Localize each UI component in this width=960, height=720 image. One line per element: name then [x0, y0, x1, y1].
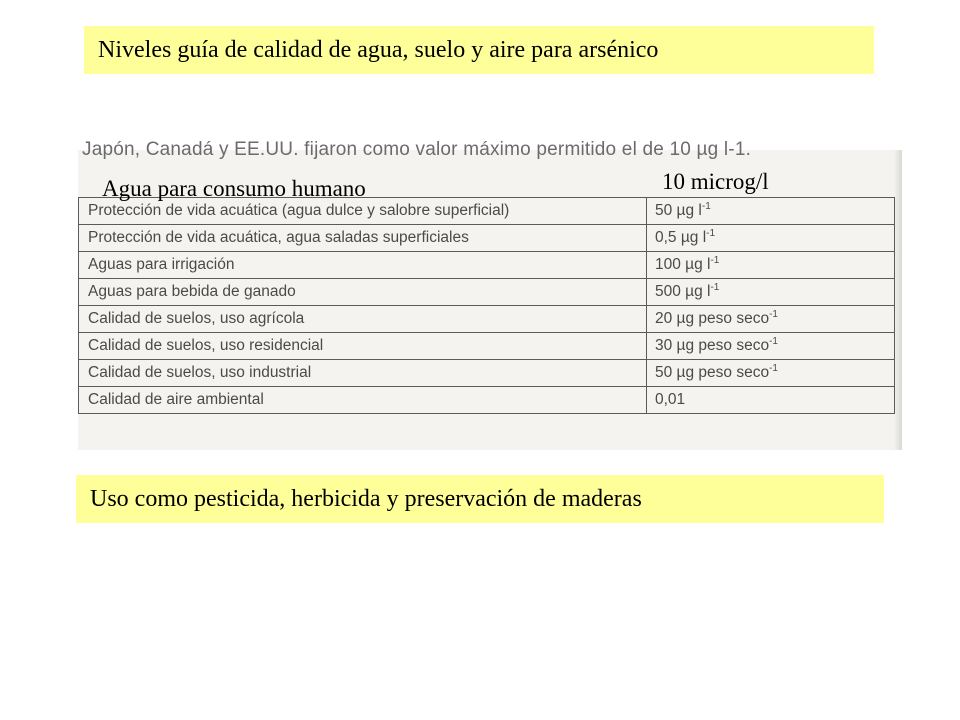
drinking-water-label: Agua para consumo humano [102, 176, 366, 201]
value-text: 50 µg l [655, 202, 702, 220]
parameter-cell: Calidad de suelos, uso residencial [79, 333, 647, 360]
value-exponent: -1 [710, 282, 720, 294]
page-title: Niveles guía de calidad de agua, suelo y aire para arsénico [98, 37, 659, 63]
value-cell [647, 333, 895, 360]
value-cell [647, 387, 895, 414]
value-cell [647, 252, 895, 279]
parameter-cell: Aguas para irrigación [79, 252, 647, 279]
value-cell [647, 279, 895, 306]
value-exponent: -1 [706, 228, 716, 240]
value-exponent: -1 [769, 363, 778, 375]
value-cell [647, 360, 895, 387]
table-row [79, 225, 895, 252]
table-row [79, 198, 895, 225]
value-text: 100 µg l [655, 256, 711, 274]
parameter-cell: Calidad de suelos, uso agrícola [79, 306, 647, 333]
value-exponent: -1 [710, 255, 720, 267]
table-row [79, 252, 895, 279]
value-exponent: -1 [769, 336, 778, 348]
parameter-cell: Protección de vida acuática, agua saladas superficiales [79, 225, 647, 252]
parameter-cell: Aguas para bebida de ganado [79, 279, 647, 306]
table-row [79, 333, 895, 360]
value-cell [647, 198, 895, 225]
parameter-cell: Calidad de aire ambiental [79, 387, 647, 414]
value-text: 500 µg l [655, 283, 711, 301]
value-text: 30 µg peso seco [655, 337, 770, 355]
title-banner [84, 26, 874, 74]
drinking-water-value: 10 microg/l [662, 169, 769, 194]
value-exponent: -1 [701, 201, 711, 213]
value-exponent: -1 [769, 309, 778, 321]
value-text: 50 µg peso seco [655, 364, 770, 382]
value-text: 0,5 µg l [655, 229, 707, 247]
table-body [79, 198, 895, 414]
table-row [79, 279, 895, 306]
scan-header-fragment: Japón, Canadá y EE.UU. fijaron como valor máximo permitido el de 10 µg l-1. [82, 139, 752, 160]
uses-text: Uso como pesticida, herbicida y preservación de maderas [90, 486, 642, 512]
value-text: 0,01 [655, 391, 686, 408]
value-cell [647, 225, 895, 252]
table-row [79, 387, 895, 414]
value-text: 20 µg peso seco [655, 310, 770, 328]
uses-banner [76, 475, 884, 523]
scan-edge-shadow [894, 150, 902, 450]
guideline-levels-table [78, 197, 895, 414]
table-row [79, 360, 895, 387]
table-row [79, 306, 895, 333]
parameter-cell: Calidad de suelos, uso industrial [79, 360, 647, 387]
parameter-cell: Protección de vida acuática (agua dulce y salobre superficial) [79, 198, 647, 225]
value-cell [647, 306, 895, 333]
